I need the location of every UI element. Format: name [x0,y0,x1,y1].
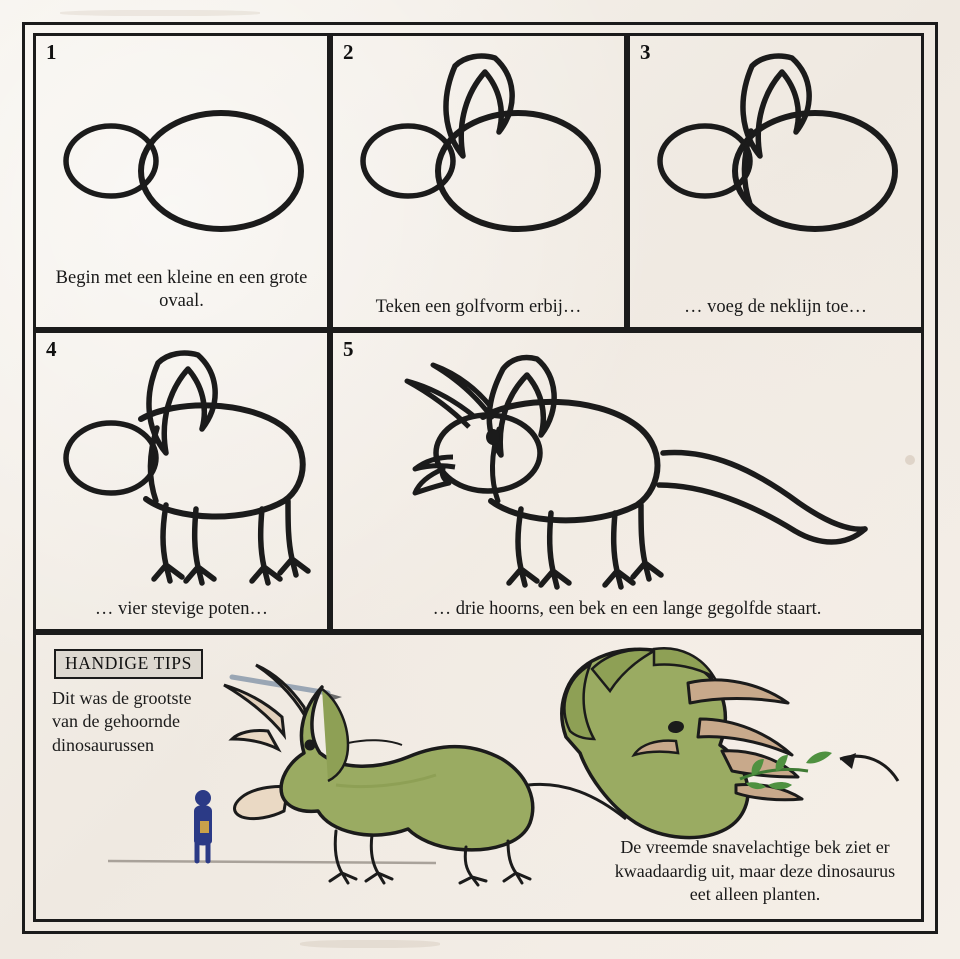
step-panel-4 [33,330,330,632]
tips-right-text: De vreemde snavelachtige bek ziet er kwaadaardig uit, maar deze dinosaurus eet alleen planten. [614,836,896,905]
step-2-illustration [333,36,624,327]
step-4-illustration [36,333,327,629]
step-panel-3 [627,33,924,330]
ground-line [108,861,436,863]
human-silhouette [194,790,212,861]
step-caption: Begin met een kleine en een grote ovaal. [55,267,308,311]
step-number: 5 [343,337,354,361]
paper-blemish [60,10,260,16]
step-number: 3 [640,40,651,64]
tips-badge: HANDIGE TIPS [54,649,203,679]
step-caption: Teken een golfvorm erbij… [375,296,582,317]
step-number: 2 [343,40,354,64]
step-caption: … drie hoorns, een bek en een lange gegolfde staart. [432,598,822,619]
step-number: 1 [46,40,57,64]
step-3-illustration [630,36,921,327]
step-panel-2 [330,33,627,330]
tips-left-text: Dit was de grootste van de gehoornde dinosaurussen [52,688,192,755]
tips-panel [33,632,924,922]
step-number: 4 [46,337,57,361]
step-5-illustration [333,333,921,629]
step-caption: … voeg de neklijn toe… [684,296,867,317]
step-panel-5 [330,330,924,632]
paper-blemish [300,940,440,948]
step-panel-1 [33,33,330,330]
pointer-arrow-icon [840,753,898,781]
step-caption: … vier stevige poten… [94,598,269,619]
